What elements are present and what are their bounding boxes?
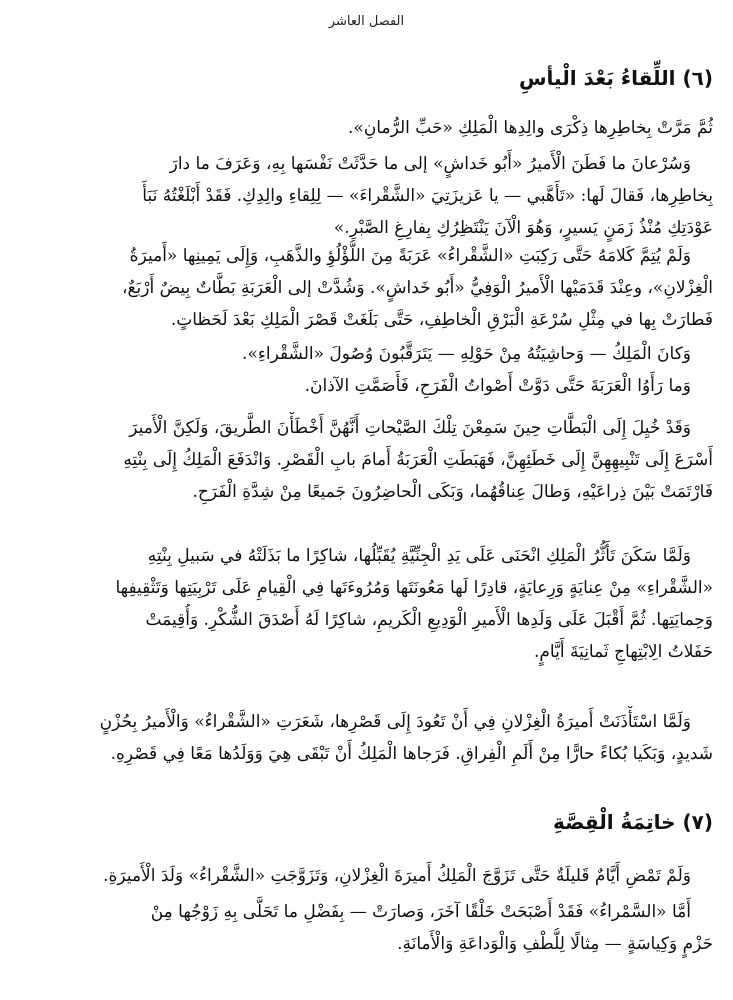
text-line: عَوْدَتِكِ مُنْذُ زَمَنٍ يَسيرٍ، وَهُوَ الْآنَ يَنْتَظِرُكِ بِفارِغِ الصَّبْرِ.»	[333, 218, 713, 238]
text-line: وَقَدْ خُيِلَ إِلَى الْبَطَّاتِ حِينَ سَمِعْنَ تِلْكَ الصَّيْحاتِ أَنَّهُنَّ أَخْطَأْنَ الطَّريقَ، وَلَكِنَّ الْأَميرَ	[129, 418, 691, 438]
running-head: الفصل العاشر	[328, 14, 405, 29]
text-line: فَارْتَمَتْ بَيْنَ ذِراعَيْهِ، وَطالَ عِناقُهُما، وَبَكَى الْحاضِرُونَ جَميعًا مِنْ شِدَّةِ الْفَرَحِ.	[192, 482, 713, 502]
section-7-title: (٧) خاتِمَةُ الْقِصَّةِ	[553, 810, 713, 834]
text-line: وَسُرْعانَ ما فَطَنَ الْأَميرُ «أَبُو خَداشٍ» إلى ما حَدَّثَتْ نَفْسَها بِهِ، وَعَرَفَ ما دارَ	[169, 154, 691, 174]
section-6-title: (٦) اللِّقاءُ بَعْدَ الْيأسِ	[518, 66, 713, 90]
paragraph	[20, 706, 713, 770]
paragraph	[20, 540, 713, 668]
text-line: الْغِزْلانِ»، وعِنْدَ قَدَمَيْها الْأَميرُ الْوَفِيُّ «أَبُو خَداشٍ». وَشُدَّتْ إلى الْعَرَبَةِ بَطَّاتٌ بِيضٌ أَرْبَعٌ،	[122, 278, 713, 298]
text-line: أَمَّا «السَّمْراءُ» فَقَدْ أَصْبَحَتْ خَلْقًا آخَرَ، وَصارَتْ — بِفَضْلِ ما تَحَلَّى بِهِ زَوْجُها مِنْ	[150, 902, 691, 922]
text-line: وَلَمَّا اسْتَأْذَنَتْ أَميرَةُ الْغِزْلانِ فِي أَنْ تَعُودَ إِلَى قَصْرِها، شَعَرَتِ «الشَّقْراءُ» وَالْأَميرُ بِحُزْنٍ	[99, 712, 691, 732]
text-line: وَحِمايَتِها. ثُمَّ أَقْبَلَ عَلَى وَلَدِها الْأَميرِ الْوَدِيعِ الْكَريمِ، شاكِرًا لَهُ أَصْدَقَ الشُّكْرِ. وَأُقِيمَتْ	[145, 610, 713, 630]
text-line: حَفَلاتُ الِابْتِهاجِ ثَمانِيَةَ أَيَّامٍ.	[533, 642, 713, 662]
text-line: وَما رَأَوُا الْعَرَبَةَ حَتَّى دَوَّتْ أَصْواتُ الْفَرَحِ، فَأَصَمَّتِ الآذانَ.	[304, 376, 691, 396]
text-line: ثُمَّ مَرَّتْ بِخاطِرِها ذِكْرَى والِدِها الْمَلِكِ «حَبِّ الرُّمانِ».	[348, 118, 713, 138]
paragraph	[20, 240, 713, 336]
text-line: وَكانَ الْمَلِكُ — وَحاشِيَتُهُ مِنْ حَوْلِهِ — يَتَرَقَّبُونَ وُصُولَ «الشَّقْراءِ».	[242, 344, 691, 364]
text-line: «الشَّقْراءِ» مِنْ عِنايَةٍ وَرِعايَةٍ، قادِرًا لَها مَعُونَتَها وَمُرُوءَتَها فِي الْقِيامِ عَلَى تَرْبِيَتِها وَتَثْقِيفِها	[115, 578, 713, 598]
text-line: شَديدٍ، وَبَكَيا بُكاءً حارًّا مِنْ أَلَمِ الْفِراقِ. فَرَجاها الْمَلِكُ أَنْ تَبْقَى هِيَ وَوَلَدُها مَعًا فِي قَصْرِهِ.	[110, 744, 713, 764]
text-line: وَلَمْ تَمْضِ أَيَّامٌ قَليلَةٌ حَتَّى تَزَوَّجَ الْمَلِكُ أَميرَةَ الْغِزْلانِ، وَتَزَوَّجَتِ «الشَّقْراءُ» وَلَدَ الْأَميرَةِ.	[103, 866, 691, 886]
paragraph	[20, 148, 713, 244]
text-line: أَسْرَعَ إِلَى تَنْبِيهِهِنَّ إِلَى خَطَئِهِنَّ، فَهَبَطَتِ الْعَرَبَةُ أَمامَ بابِ الْقَصْرِ. وَانْدَفَعَ الْمَلِكُ إِلَى بِنْتِهِ	[123, 450, 713, 470]
text-line: بِخاطِرِها، فَقالَ لَها: «تَأَهَّبي — يا عَزيزَتِيَ «الشَّقْراءَ» — لِلِقاءِ والِدِكِ. فَقَدْ أَبْلَغْتُهُ نَبَأَ	[142, 186, 713, 206]
paragraph	[20, 112, 713, 144]
text-line: فَطارَتْ بِها في مِثْلِ سُرْعَةِ الْبَرْقِ الْخاطِفِ، حَتَّى بَلَغَتْ قَصْرَ الْمَلِكِ بَعْدَ لَحَظاتٍ.	[170, 310, 713, 330]
paragraph	[20, 896, 713, 960]
paragraph	[20, 412, 713, 508]
paragraph	[20, 338, 713, 370]
paragraph	[20, 860, 713, 892]
text-line: حَزْمٍ وَكِياسَةٍ — مِثالًا لِلُّطْفِ وَالْوَداعَةِ وَالْأَمانَةِ.	[397, 934, 713, 954]
text-line: وَلَمْ يُتِمَّ كَلامَهُ حَتَّى رَكِبَتِ «الشَّقْراءُ» عَرَبَةً مِنَ اللُّؤْلُؤِ والذَّهَبِ، وَإِلَى يَمِينِها «أَميرَةُ	[129, 246, 691, 266]
text-line: وَلَمَّا سَكَنَ تَأَثُّرُ الْمَلِكِ انْحَنَى عَلَى يَدِ الْجِنِّيَّةِ يُقَبِّلُها، شاكِرًا ما بَذَلَتْهُ في سَبيلِ بِنْتِهِ	[147, 546, 691, 566]
paragraph	[20, 370, 713, 402]
